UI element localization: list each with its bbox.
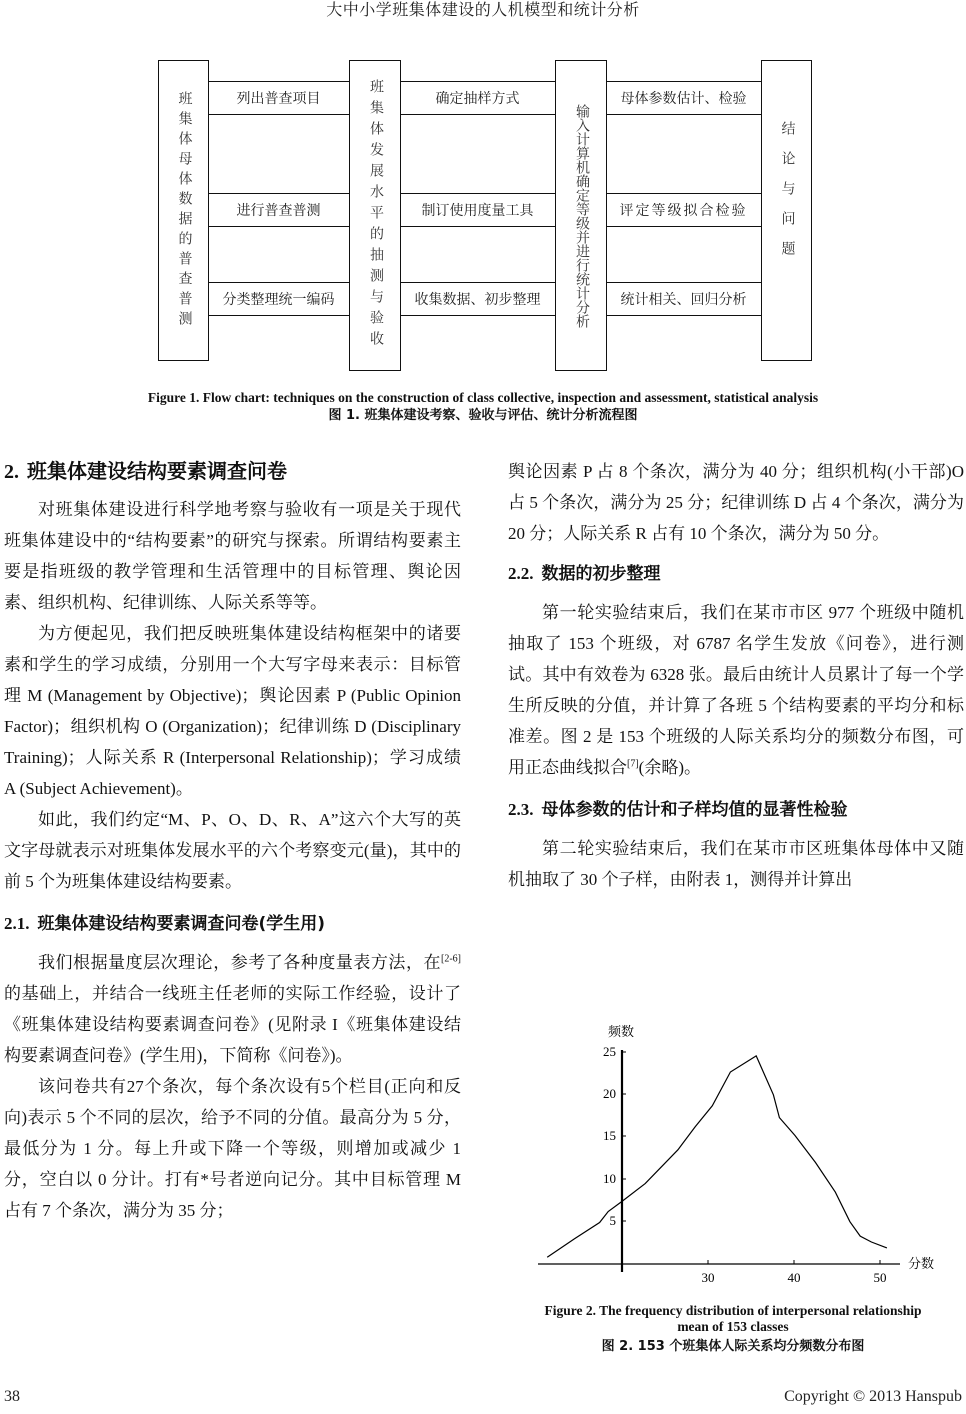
running-head: 大中小学班集体建设的人机模型和统计分析 [326,2,640,19]
flow-connector [606,315,761,316]
flow-connector [208,315,349,316]
figure-2-chart [530,1010,950,1300]
paragraph: 为方便起见，我们把反映班集体建设结构框架中的诸要素和学生的学习成绩，分别用一个大写字母来表示：目标管理 M (Management by Objective)；舆论因素 P (Public Opinion Factor)；组织机构 O (Organization)；纪律训练 D (Disciplinary Training)；人际关系 R (Interpersonal Relationship)；学习成绩 A (Subject Achievement)。 [4,624,461,798]
flow-box-label: 结论与问题 [779,121,795,271]
section-2-3-heading [508,797,964,823]
citation: [7] [627,758,639,770]
frequency-series-line [547,1056,887,1257]
figure-2-caption-zh: 图 2. 153 个班集体人际关系均分频数分布图 [601,1339,865,1354]
flow-connector [208,114,349,115]
flow-connector [208,226,349,227]
flow-step: 确定抽样方式 [435,92,520,107]
frequency-line-chart [530,1010,950,1300]
paragraph: 如此，我们约定“M、P、O、D、R、A”这六个大写的英文字母就表示对班集体发展水平的六个考察变元(量)，其中的前 5 个为班集体建设结构要素。 [4,810,461,891]
flow-connector [606,114,761,115]
flow-connector [400,114,555,115]
section-title: 母体参数的估计和子样均值的显著性检验 [541,800,848,820]
page-number: 38 [4,1388,20,1405]
section-title: 数据的初步整理 [541,564,661,584]
x-tick-labels [702,1270,887,1285]
y-tick-label: 20 [603,1086,616,1101]
flow-step: 评定等级拟合检验 [619,204,748,219]
section-2-heading [4,457,461,486]
flow-step: 母体参数估计、检验 [620,92,747,107]
flow-step: 进行普查普测 [236,204,321,219]
paragraph [508,597,964,783]
y-tick-label: 10 [603,1171,616,1186]
flow-step: 列出普查项目 [236,92,321,107]
left-column [4,455,461,1226]
figure-1-caption-zh: 图 1. 班集体建设考察、验收与评估、统计分析流程图 [328,408,638,423]
flow-connector [606,226,761,227]
citation: [2-6] [441,953,461,965]
paragraph: 对班集体建设进行科学地考察与验收有一项是关于现代班集体建设中的“结构要素”的研究与探索。所谓结构要素主要是指班级的教学管理和生活管理中的目标管理、舆论因素、组织机构、纪律训练、人际关系等等。 [4,500,461,612]
text-run: 的基础上，并结合一线班主任老师的实际工作经验，设计了《班集体建设结构要素调查问卷》(见附录 I《班集体建设结构要素调查问卷》(学生用)，下简称《问卷》)。 [4,984,461,1065]
x-tick-label: 50 [873,1270,887,1285]
flow-step: 制订使用度量工具 [421,204,534,219]
section-2-1-heading [4,911,461,937]
flow-connector [400,226,555,227]
copyright: Copyright © 2013 Hanspub [784,1388,962,1405]
flow-step: 统计相关、回归分析 [620,293,747,308]
paragraph: 第二轮实验结束后，我们在某市市区班集体母体中又随机抽取了 30 个子样，由附表 1，测得并计算出 [508,839,964,889]
paragraph-continued: 舆论因素 P 占 8 个条次，满分为 40 分；组织机构(小干部)O 占 5 个条次，满分为 25 分；纪律训练 D 占 4 个条次，满分为 20 分；人际关系 R 占有 10 个条次，满分为 50 分。 [508,462,964,543]
flow-box-computer-grading [555,60,607,371]
figure-2-caption-en-line2: mean of 153 classes [677,1319,789,1334]
flow-step: 分类整理统一编码 [222,293,335,308]
paragraph [4,947,461,1071]
x-axis-label: 分数 [908,1257,935,1272]
flow-box-label: 班集体母体数据的普查普测 [176,90,192,331]
y-axis-label: 频数 [608,1025,635,1040]
section-number: 2.3. [508,800,534,819]
figure-2-caption-en-line1: Figure 2. The frequency distribution of interpersonal relationship [544,1303,922,1318]
text-run: 第一轮实验结束后，我们在某市市区 977 个班级中随机抽取了 153 个班级，对 6787 名学生发放《问卷》，进行测试。其中有效卷为 6328 张。最后由统计人员累计了每一个学生所反映的分值，并计算了各班 5 个结构要素的平均分和标准差。图 2 是 153 个班级的人际关系均分的频数分布图，可用正态曲线拟合 [508,603,964,777]
y-tick-labels [603,1044,616,1228]
x-tick-label: 40 [787,1270,801,1285]
y-tick-label: 15 [603,1128,616,1143]
section-2-2-heading [508,561,964,587]
flow-box-conclusion [761,60,812,361]
section-title: 班集体建设结构要素调查问卷 [27,459,287,483]
text-run: 我们根据量度层次理论，参考了各种度量表方法，在 [38,953,441,972]
flow-box-label: 班集体发展水平的抽测与验收 [368,79,383,352]
right-column [508,456,964,895]
flow-step: 收集数据、初步整理 [414,293,541,308]
paragraph: 该问卷共有27个条次，每个条次设有5个栏目(正向和反向)表示 5 个不同的层次，给予不同的分值。最高分为 5 分，最低分为 1 分。每上升或下降一个等级，则增加或减少 1 分，空白以 0 分计。打有*号者逆向记分。其中目标管理 M 占有 7 个条次，满分为 35 分； [4,1077,461,1220]
x-tick-label: 30 [701,1270,715,1285]
figure-1-caption-en: Figure 1. Flow chart: techniques on the construction of class collective, inspection and assessment, statistical analysis [147,390,819,405]
y-tick-label: 25 [603,1044,616,1059]
flow-box-population-survey [158,60,209,361]
flow-box-label: 输入计算机确定等级并进行统计分析 [574,103,589,328]
flow-connector [400,315,555,316]
section-number: 2. [4,461,19,483]
text-run: (余略)。 [638,758,701,777]
figure-1-flowchart [0,0,966,380]
y-tick-label: 5 [609,1213,616,1228]
section-number: 2.1. [4,914,30,933]
section-title: 班集体建设结构要素调查问卷(学生用) [37,914,326,934]
section-number: 2.2. [508,564,534,583]
flow-box-sampling-acceptance [349,60,401,371]
